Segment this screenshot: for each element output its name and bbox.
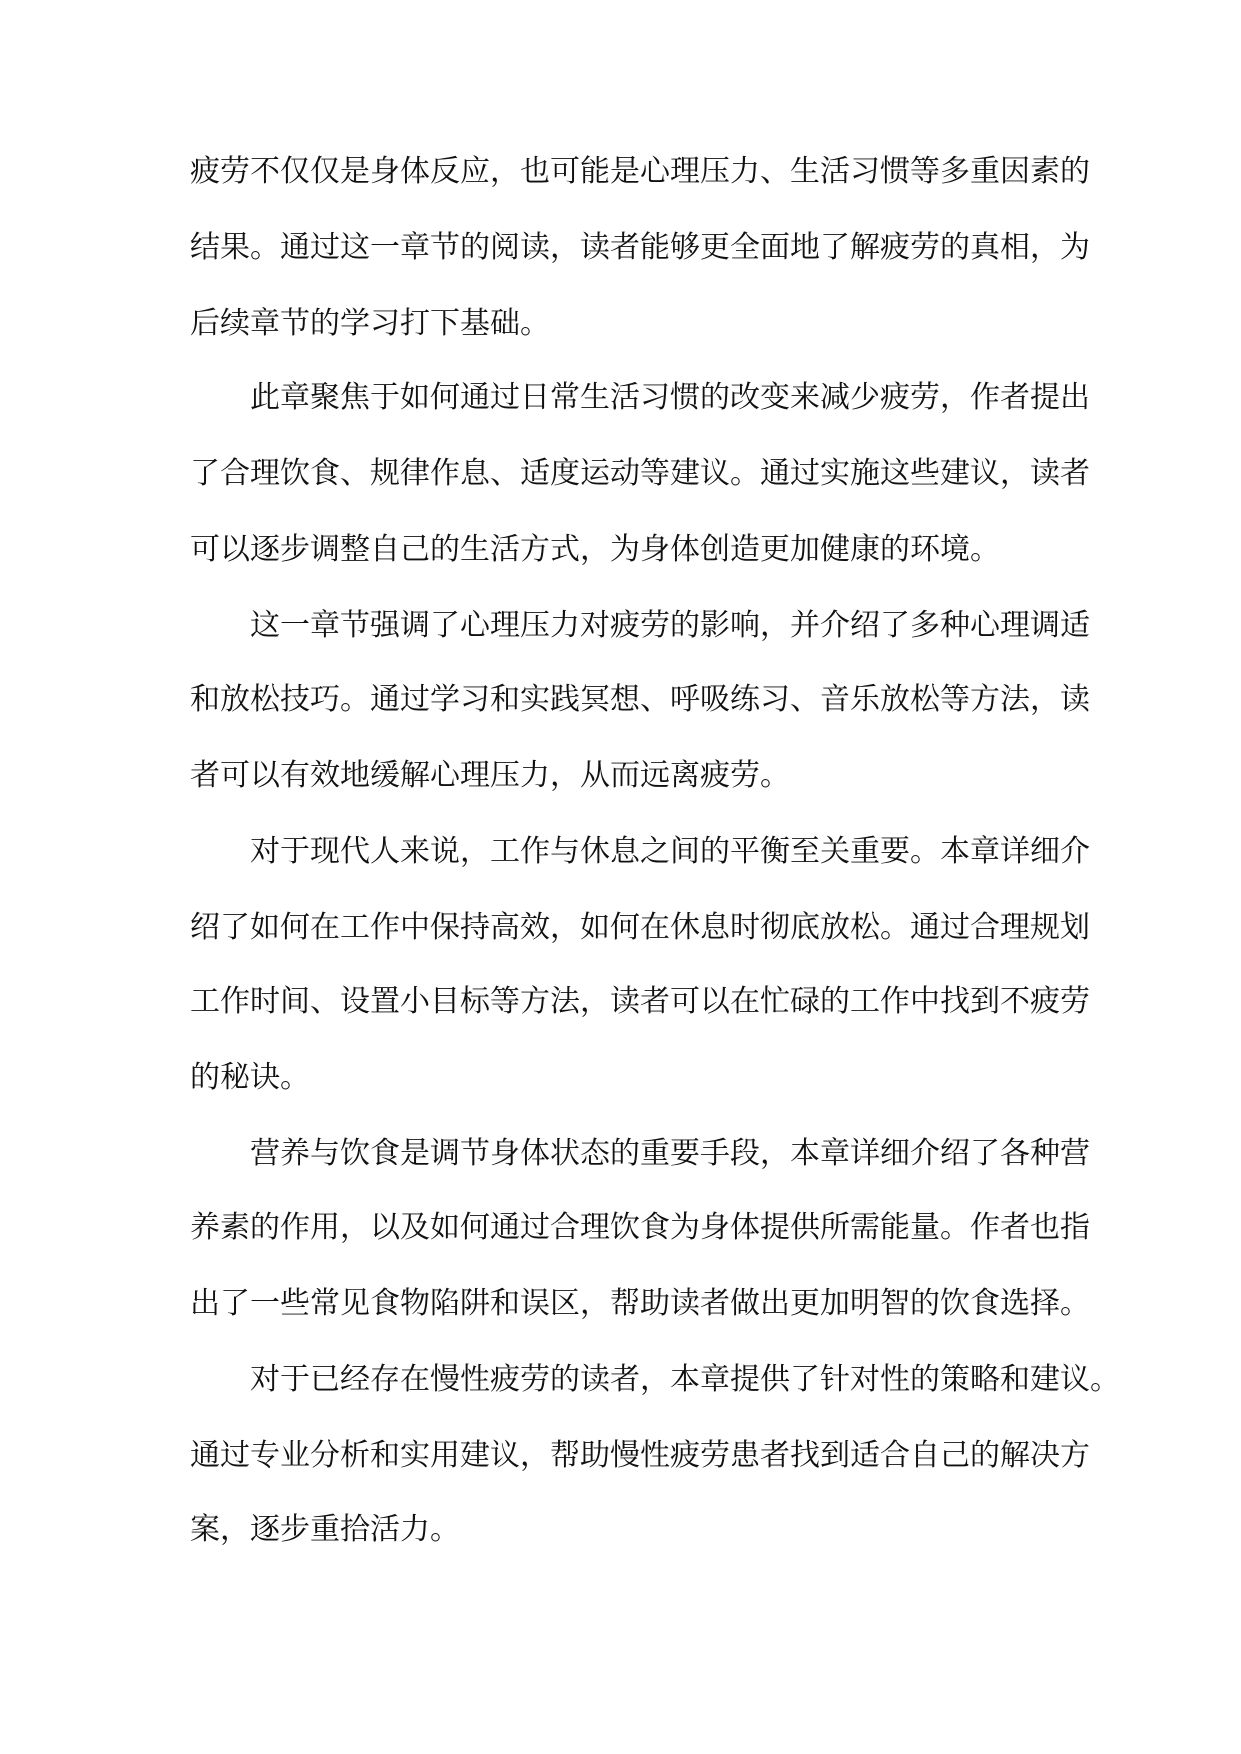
text-line: 的秘诀。	[190, 1060, 310, 1095]
text-line: 营养与饮食是调节身体状态的重要手段，本章详细介绍了各种营	[250, 1136, 1090, 1171]
text-line: 对于已经存在慢性疲劳的读者，本章提供了针对性的策略和建议。	[250, 1362, 1120, 1397]
text-line: 出了一些常见食物陷阱和误区，帮助读者做出更加明智的饮食选择。	[190, 1286, 1090, 1321]
text-line: 此章聚焦于如何通过日常生活习惯的改变来减少疲劳，作者提出	[250, 380, 1090, 415]
text-line: 案，逐步重拾活力。	[190, 1512, 460, 1547]
text-line: 结果。通过这一章节的阅读，读者能够更全面地了解疲劳的真相，为	[190, 230, 1090, 265]
text-line: 后续章节的学习打下基础。	[190, 306, 550, 341]
text-line: 可以逐步调整自己的生活方式，为身体创造更加健康的环境。	[190, 532, 1000, 567]
text-line: 通过专业分析和实用建议，帮助慢性疲劳患者找到适合自己的解决方	[190, 1438, 1090, 1473]
text-line: 这一章节强调了心理压力对疲劳的影响，并介绍了多种心理调适	[250, 608, 1090, 643]
text-line: 工作时间、设置小目标等方法，读者可以在忙碌的工作中找到不疲劳	[190, 984, 1090, 1019]
text-line: 绍了如何在工作中保持高效，如何在休息时彻底放松。通过合理规划	[190, 910, 1090, 945]
text-line: 了合理饮食、规律作息、适度运动等建议。通过实施这些建议，读者	[190, 456, 1090, 491]
text-line: 对于现代人来说，工作与休息之间的平衡至关重要。本章详细介	[250, 834, 1090, 869]
text-line: 和放松技巧。通过学习和实践冥想、呼吸练习、音乐放松等方法，读	[190, 682, 1090, 717]
text-line: 养素的作用，以及如何通过合理饮食为身体提供所需能量。作者也指	[190, 1210, 1090, 1245]
text-line: 者可以有效地缓解心理压力，从而远离疲劳。	[190, 758, 790, 793]
text-line: 疲劳不仅仅是身体反应，也可能是心理压力、生活习惯等多重因素的	[190, 154, 1090, 189]
